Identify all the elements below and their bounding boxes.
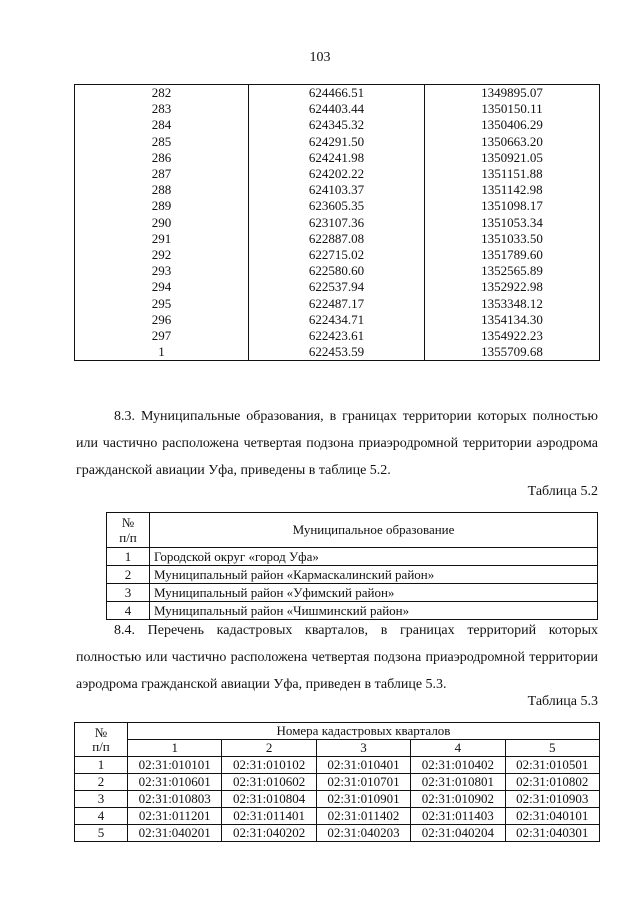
row-number-cell: 5 [75,825,128,842]
coordinates-row [75,166,600,182]
table-5-3-header-num [75,723,128,757]
row-number-cell: 2 [107,566,150,584]
x-coordinate-cell: 624291.50 [249,134,425,150]
cadastral-quarter-cell: 02:31:010602 [222,774,316,791]
cadastral-quarter-cell: 02:31:040203 [316,825,410,842]
point-number-cell: 286 [75,150,249,166]
cadastral-quarter-cell: 02:31:011402 [316,808,410,825]
coordinates-row [75,215,600,231]
cadastral-quarter-cell: 02:31:010803 [128,791,222,808]
coordinates-row [75,344,600,361]
y-coordinate-cell: 1351053.34 [425,215,600,231]
y-coordinate-cell: 1350921.05 [425,150,600,166]
y-coordinate-cell: 1353348.12 [425,296,600,312]
municipality-cell: Муниципальный район «Кармаскалинский район» [150,566,598,584]
coordinates-table [74,84,600,361]
y-coordinate-cell: 1350150.11 [425,101,600,117]
section-8-3-text: 8.3. Муниципальные образования, в границах территории которых полностью или частично расположена четвертая подзона приаэродромной территории аэродрома гражданской авиации Уфа, приведены в таблице 5.2. [76,409,598,478]
header-num-abbr: п/п [119,530,137,545]
point-number-cell: 1 [75,344,249,361]
column-number-cell: 3 [316,740,410,757]
table-5-2-caption: Таблица 5.2 [527,484,598,499]
y-coordinate-cell: 1351033.50 [425,231,600,247]
x-coordinate-cell: 623107.36 [249,215,425,231]
cadastral-quarter-cell: 02:31:040101 [505,808,599,825]
header-num-symbol: № [94,724,108,740]
x-coordinate-cell: 622423.61 [249,328,425,344]
point-number-cell: 284 [75,117,249,133]
cadastral-quarter-cell: 02:31:010402 [411,757,505,774]
coordinates-row [75,279,600,295]
column-number-cell: 4 [411,740,505,757]
cadastral-quarter-cell: 02:31:010804 [222,791,316,808]
table-5-3-row [75,825,600,842]
y-coordinate-cell: 1354922.23 [425,328,600,344]
cadastral-quarter-cell: 02:31:040204 [411,825,505,842]
section-8-3 [76,403,598,484]
x-coordinate-cell: 622537.94 [249,279,425,295]
row-number-cell: 3 [107,584,150,602]
x-coordinate-cell: 624103.37 [249,182,425,198]
point-number-cell: 297 [75,328,249,344]
y-coordinate-cell: 1351098.17 [425,198,600,214]
cadastral-quarter-cell: 02:31:040201 [128,825,222,842]
row-number-cell: 1 [107,548,150,566]
y-coordinate-cell: 1354134.30 [425,312,600,328]
point-number-cell: 295 [75,296,249,312]
header-num-symbol: № [121,515,135,530]
table-5-3-row [75,808,600,825]
point-number-cell: 282 [75,85,249,102]
x-coordinate-cell: 622715.02 [249,247,425,263]
cadastral-quarter-cell: 02:31:010601 [128,774,222,791]
cadastral-quarter-cell: 02:31:010101 [128,757,222,774]
table-5-3-header-group: Номера кадастровых кварталов [128,723,600,740]
cadastral-quarter-cell: 02:31:010903 [505,791,599,808]
x-coordinate-cell: 624466.51 [249,85,425,102]
y-coordinate-cell: 1355709.68 [425,344,600,361]
table-5-3-row [75,757,600,774]
table-5-3-row [75,791,600,808]
row-number-cell: 4 [75,808,128,825]
table-5-3-header-row [75,723,600,740]
cadastral-quarter-cell: 02:31:011401 [222,808,316,825]
cadastral-quarter-cell: 02:31:010401 [316,757,410,774]
cadastral-quarter-cell: 02:31:040202 [222,825,316,842]
y-coordinate-cell: 1349895.07 [425,85,600,102]
coordinates-row [75,247,600,263]
cadastral-quarter-cell: 02:31:010102 [222,757,316,774]
point-number-cell: 283 [75,101,249,117]
coordinates-row [75,198,600,214]
x-coordinate-cell: 624241.98 [249,150,425,166]
table-5-3-row [75,774,600,791]
y-coordinate-cell: 1350663.20 [425,134,600,150]
row-number-cell: 3 [75,791,128,808]
section-8-4-text: 8.4. Перечень кадастровых кварталов, в границах территорий которых полностью или частично расположена четвертая подзона приаэродромной территории аэродрома гражданской авиации Уфа, приведен в таблице 5.3. [76,623,598,692]
x-coordinate-cell: 622453.59 [249,344,425,361]
cadastral-quarter-cell: 02:31:010802 [505,774,599,791]
cadastral-quarter-cell: 02:31:010902 [411,791,505,808]
header-num-abbr: п/п [92,738,110,754]
coordinates-row [75,150,600,166]
coordinates-row [75,231,600,247]
x-coordinate-cell: 624345.32 [249,117,425,133]
point-number-cell: 288 [75,182,249,198]
table-5-3 [74,722,600,842]
municipality-cell: Городской округ «город Уфа» [150,548,598,566]
point-number-cell: 289 [75,198,249,214]
point-number-cell: 285 [75,134,249,150]
x-coordinate-cell: 622434.71 [249,312,425,328]
y-coordinate-cell: 1352565.89 [425,263,600,279]
municipality-cell: Муниципальный район «Чишминский район» [150,602,598,620]
y-coordinate-cell: 1350406.29 [425,117,600,133]
cadastral-quarter-cell: 02:31:010501 [505,757,599,774]
x-coordinate-cell: 624403.44 [249,101,425,117]
cadastral-quarter-cell: 02:31:010801 [411,774,505,791]
table-5-3-caption: Таблица 5.3 [527,694,598,709]
point-number-cell: 291 [75,231,249,247]
x-coordinate-cell: 623605.35 [249,198,425,214]
cadastral-quarter-cell: 02:31:010701 [316,774,410,791]
x-coordinate-cell: 624202.22 [249,166,425,182]
coordinates-row [75,263,600,279]
point-number-cell: 290 [75,215,249,231]
coordinates-row [75,85,600,102]
table-5-2-header-num [107,513,150,548]
row-number-cell: 4 [107,602,150,620]
cadastral-quarter-cell: 02:31:011403 [411,808,505,825]
point-number-cell: 293 [75,263,249,279]
x-coordinate-cell: 622487.17 [249,296,425,312]
x-coordinate-cell: 622887.08 [249,231,425,247]
cadastral-quarter-cell: 02:31:040301 [505,825,599,842]
coordinates-row [75,328,600,344]
cadastral-quarter-cell: 02:31:011201 [128,808,222,825]
coordinates-row [75,312,600,328]
section-8-4 [76,617,598,698]
table-5-2-row [107,584,598,602]
column-number-cell: 5 [505,740,599,757]
table-5-2-row [107,548,598,566]
point-number-cell: 296 [75,312,249,328]
y-coordinate-cell: 1351142.98 [425,182,600,198]
table-5-2-body [107,548,598,620]
point-number-cell: 287 [75,166,249,182]
point-number-cell: 294 [75,279,249,295]
point-number-cell: 292 [75,247,249,263]
y-coordinate-cell: 1352922.98 [425,279,600,295]
municipality-cell: Муниципальный район «Уфимский район» [150,584,598,602]
coordinates-table-body [75,85,600,361]
table-5-2-row [107,566,598,584]
column-number-cell: 2 [222,740,316,757]
table-5-2-header-row [107,513,598,548]
row-number-cell: 2 [75,774,128,791]
table-5-2 [106,512,598,620]
y-coordinate-cell: 1351151.88 [425,166,600,182]
page-number: 103 [309,50,331,65]
coordinates-row [75,296,600,312]
cadastral-quarter-cell: 02:31:010901 [316,791,410,808]
coordinates-row [75,101,600,117]
table-5-2-header-name: Муниципальное образование [150,513,598,548]
row-number-cell: 1 [75,757,128,774]
y-coordinate-cell: 1351789.60 [425,247,600,263]
x-coordinate-cell: 622580.60 [249,263,425,279]
column-number-cell: 1 [128,740,222,757]
coordinates-row [75,117,600,133]
table-5-3-body [75,757,600,842]
table-5-3-column-numbers [75,740,600,757]
coordinates-row [75,134,600,150]
coordinates-row [75,182,600,198]
